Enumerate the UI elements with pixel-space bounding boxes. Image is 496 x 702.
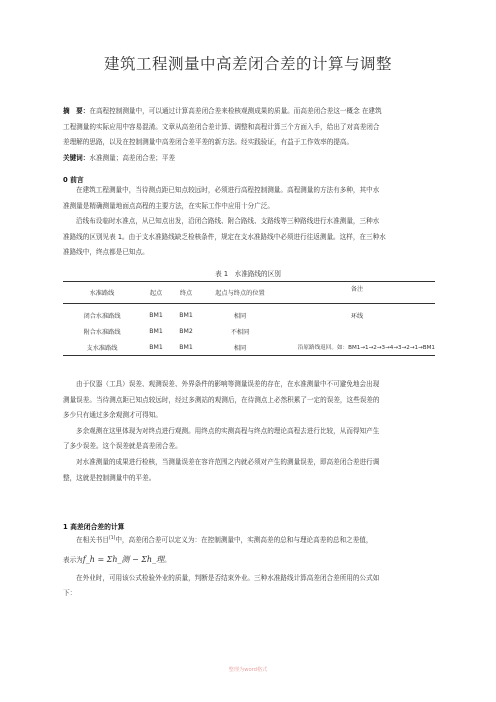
paragraph-line: 准路线的区别见表 1。由于支水准路线缺乏检核条件，规定在支水准路线中必须进行往返测量。这样，在三种水 — [63, 232, 386, 241]
table-header-cell: 水准路线 — [89, 290, 115, 297]
closure-formula: f_h = Σh_测 − Σh_理 — [82, 554, 165, 564]
table-row — [63, 323, 435, 339]
paragraph-line: 对水准测量的成果进行检核，当测量误差在容许范围之内就必须对产生的测量误差，即高差闭合差进行调 — [76, 457, 380, 466]
citation-ref: [1] — [108, 536, 116, 541]
table-header-cell: 终点 — [179, 290, 193, 297]
table-header-cell: 起点与终点的位置 — [215, 290, 265, 297]
section-1-body — [63, 531, 435, 602]
table-cell: BM1 — [149, 311, 163, 319]
paragraph-line: 在外业时，可用该公式检验外业的质量，判断是否结束外业。三种水准路线计算高差闭合差所用的公式如 — [76, 573, 380, 582]
paragraph-text: 中，高差闭合差可以定义为：在控制测量中，实测高差的总和与理论高差的总和之差值， — [115, 536, 373, 545]
abstract-line-2: 工程测量的实际应用中容易混淆。文章从高差闭合差计算、调整和高程计算三个方面入手，给出了对高差闭合 — [63, 122, 380, 131]
paragraph-line: 沿线布设临时水准点，从已知点出发，沿闭合路线、附合路线、支路线等三种路线进行水准测量，三种水 — [76, 217, 380, 226]
paragraph-line: 在建筑工程测量中，当待测点距已知点较远时，必须进行高程控制测量。高程测量的方法有多种，其中水 — [76, 186, 380, 194]
section-1-heading: 1 高差闭合差的计算 — [63, 523, 125, 531]
table-row — [63, 339, 435, 356]
table-cell — [279, 323, 435, 339]
paragraph-line: 下： — [63, 589, 77, 598]
paragraph-line: 准测量是精确测量地面点高程的主要方法，在实际工作中应用十分广泛。 — [63, 201, 274, 210]
paragraph-line: 准路线中，终点都是已知点。 — [63, 248, 149, 257]
table-header-cell: 备注 — [350, 286, 364, 293]
abstract — [63, 104, 435, 166]
table-cell: 附合水准路线 — [83, 328, 121, 336]
table-header-row — [63, 282, 435, 304]
abstract-line-1: 在高程控制测量中，可以通过计算高差闭合差来检核观测成果的质量。而高差闭合差这一概念 在建筑 — [89, 107, 382, 115]
footer-watermark: 整理为word格式 — [228, 667, 268, 673]
body-paragraphs — [63, 377, 435, 486]
table-cell: 支水准路线 — [86, 344, 118, 352]
table-row — [63, 304, 435, 324]
table-cell: BM1 — [179, 311, 193, 319]
abstract-label: 摘 要： — [63, 107, 90, 115]
table-cell: 环线 — [350, 312, 364, 320]
paragraph-line: 整，这就是控制测量中的平差。 — [63, 473, 156, 482]
keywords-label: 关键词： — [63, 153, 90, 162]
abstract-line-3: 差理解的思路，以及在控制测量中高差闭合差平差的新方法。经实践验证，有益于工作效率的提高。 — [63, 138, 354, 147]
table-cell: 沿原路线返回。如：BM1→1→2→3→4→3→2→1→BM1 — [297, 345, 435, 351]
table-cell: BM1 — [149, 343, 163, 351]
table-cell: 相同 — [233, 312, 247, 320]
table-header-cell: 起点 — [149, 290, 163, 297]
table-cell: 闭合水准路线 — [83, 312, 121, 320]
table-cell: 相同 — [233, 344, 247, 352]
paragraph-line: 多少只有通过多余观测才可得知。 — [63, 411, 162, 420]
table-cell: BM1 — [179, 343, 193, 351]
section-0-heading: 0 前言 — [63, 176, 84, 184]
paragraph-line: 了多少误差。这个误差就是高差闭合差。 — [63, 442, 182, 451]
paragraph-line: 多余观测在这里体现为对终点进行观测。用终点的实测高程与终点的理论高程去进行比较，从而得知产生 — [76, 426, 380, 435]
table-cell: 不相同 — [230, 328, 250, 336]
table-cell: BM1 — [149, 327, 163, 335]
paragraph-line: 由于仪器（工具）误差、观测误差、外界条件的影响等测量误差的存在，在水准测量中不可避免地会出现 — [76, 380, 380, 388]
table-cell: BM2 — [179, 327, 193, 335]
section-0-body — [63, 183, 435, 261]
route-table — [63, 281, 435, 356]
table-caption: 表 1 水准路线的区别 — [215, 270, 281, 278]
paragraph-text: 在相关书目 — [76, 536, 109, 545]
paragraph-text: 表示为 — [63, 555, 83, 564]
keywords-text: 水准测量；高差闭合差；平差 — [89, 153, 176, 162]
paragraph-text: 。 — [164, 555, 171, 564]
document-title: 建筑工程测量中高差闭合差的计算与调整 — [103, 55, 392, 73]
paragraph-line: 测量误差。当待测点距已知点较远时，经过多测站的观测后，在待测点上必然积累了一定的误差，这些误差的 — [63, 395, 380, 404]
